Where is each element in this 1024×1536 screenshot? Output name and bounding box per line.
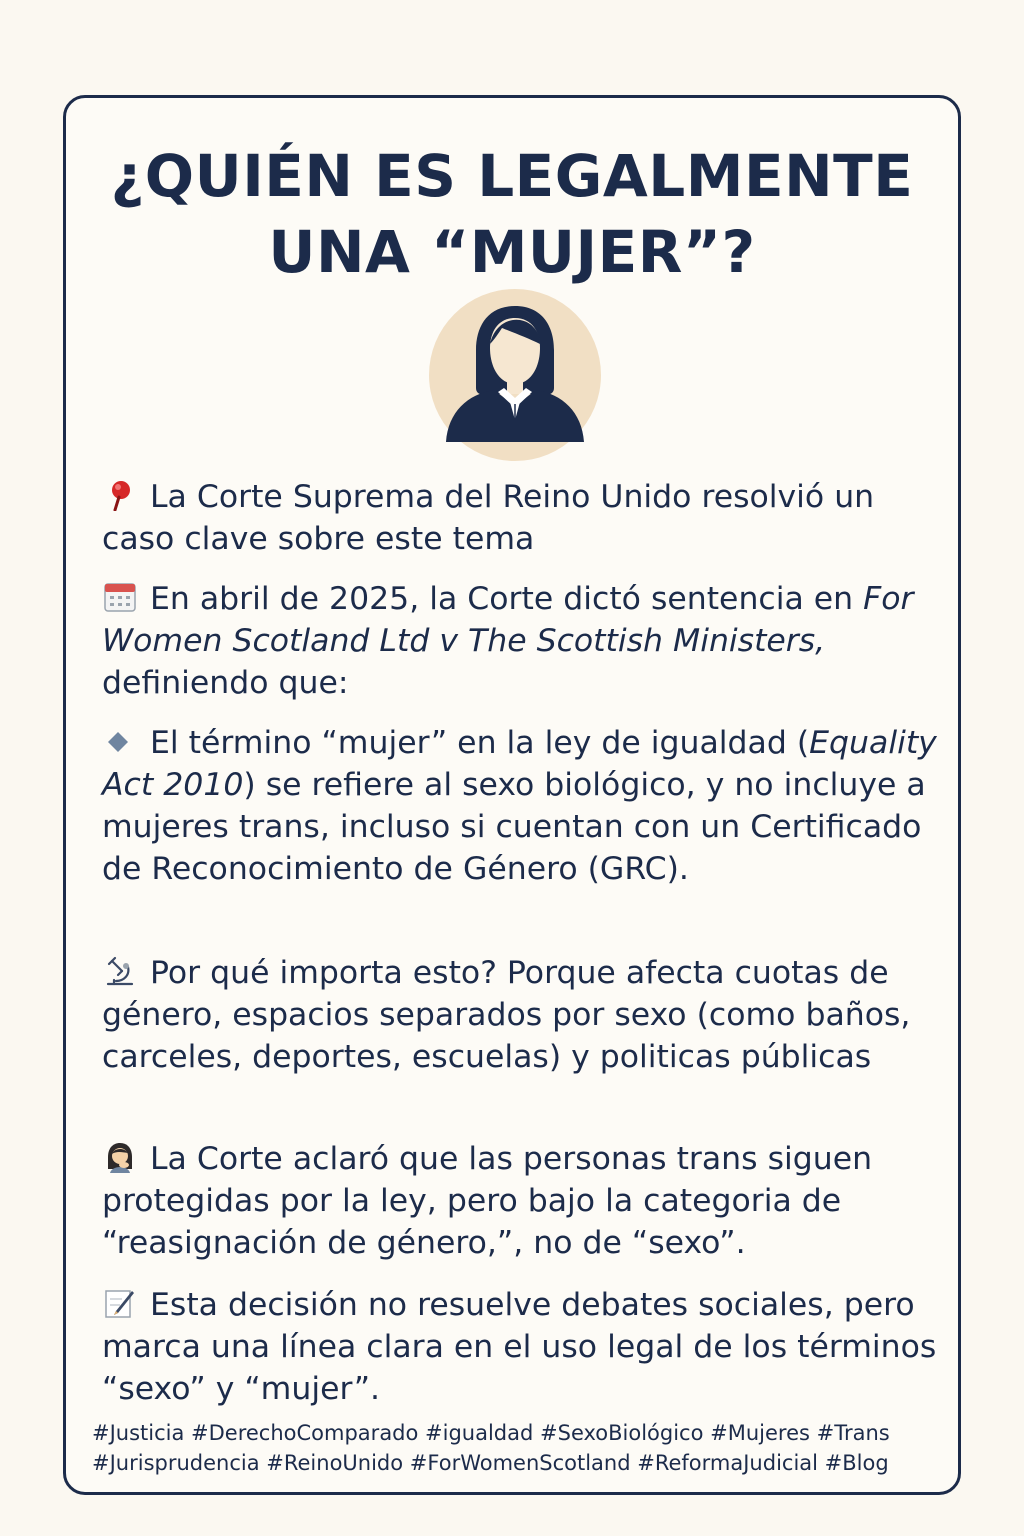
paragraph-2-text-after: definiendo que: — [102, 665, 349, 701]
paragraph-4-text: Por qué importa esto? Porque afecta cuotas de género, espacios separados por sexo (como baños, carceles, deportes, escuelas) y politicas públicas — [102, 955, 911, 1075]
pushpin-icon — [102, 479, 138, 511]
paragraph-why-it-matters — [102, 952, 942, 1078]
writing-hand-icon — [102, 1287, 138, 1319]
paragraph-supreme-court — [102, 476, 942, 560]
case-name: For Women Scotland Ltd v The Scottish Ministers, — [102, 581, 914, 659]
paragraph-ruling — [102, 578, 942, 704]
paragraph-6-text: Esta decisión no resuelve debates sociales, pero marca una línea clara en el uso legal de los términos “sexo” y “mujer”. — [102, 1287, 937, 1407]
woman-thinking-icon — [102, 1141, 138, 1173]
page-title — [66, 138, 958, 290]
paragraph-3-text-before: El término “mujer” en la ley de igualdad ( — [150, 725, 810, 761]
paragraph-3-text-after: ) se refiere al sexo biológico, y no incluye a mujeres trans, incluso si cuentan con un Certificado de Reconocimiento de Género (GRC). — [102, 767, 926, 887]
hashtags — [92, 1418, 942, 1478]
judge-woman-icon — [428, 288, 602, 462]
hashtags-line-1: #Justicia #DerechoComparado #igualdad #SexoBiológico #Mujeres #Trans — [92, 1421, 890, 1445]
infographic-card — [63, 95, 961, 1495]
title-line-2: UNA “MUJER”? — [268, 218, 756, 286]
act-name: Equality Act 2010 — [102, 725, 937, 803]
paragraph-1-text: La Corte Suprema del Reino Unido resolvió un caso clave sobre este tema — [102, 479, 875, 557]
paragraph-definition — [102, 722, 942, 890]
microscope-icon — [102, 955, 138, 987]
diamond-icon — [102, 725, 138, 757]
paragraph-2-text-before: En abril de 2025, la Corte dictó sentencia en — [150, 581, 864, 617]
paragraph-conclusion — [102, 1284, 942, 1410]
paragraph-5-text: La Corte aclaró que las personas trans siguen protegidas por la ley, pero bajo la categoria de “reasignación de género,”, no de “sexo”. — [102, 1141, 873, 1261]
paragraph-trans-protection — [102, 1138, 942, 1264]
hashtags-line-2: #Jurisprudencia #ReinoUnido #ForWomenScotland #ReformaJudicial #Blog — [92, 1451, 889, 1475]
calendar-icon — [102, 581, 138, 613]
title-line-1: ¿QUIÉN ES LEGALMENTE — [110, 142, 914, 210]
